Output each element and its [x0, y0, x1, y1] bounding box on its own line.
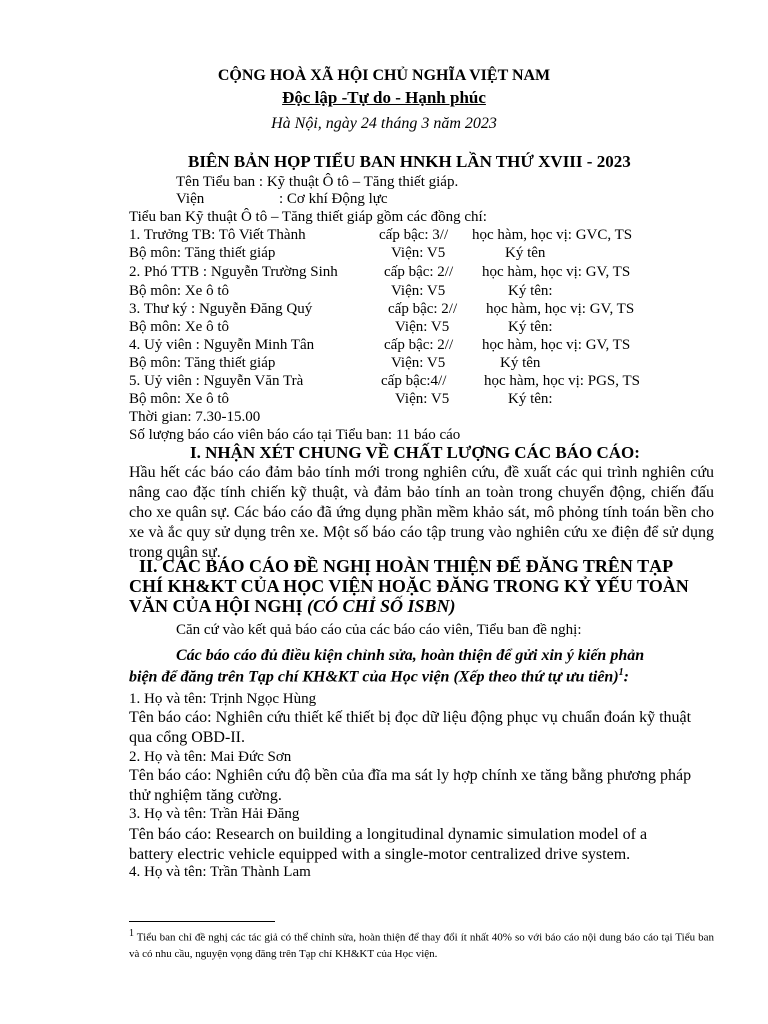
member-degree: học hàm, học vị: GV, TS	[482, 337, 631, 353]
report-title: Tên báo cáo: Research on building a longitudinal dynamic simulation model of a	[129, 826, 648, 843]
member-sign: Ký tên	[505, 245, 546, 261]
member-institute: Viện: V5	[391, 245, 446, 261]
members-intro: Tiểu ban Kỹ thuật Ô tô – Tăng thiết giáp gồm các đồng chí:	[129, 209, 487, 225]
report-author: 3. Họ và tên: Trần Hải Đăng	[129, 806, 300, 822]
member-sign: Ký tên	[500, 355, 541, 371]
member-rank: cấp bậc: 2//	[384, 337, 454, 353]
eligibility-text: biện để đăng trên Tạp chí KH&KT của Học viện (Xếp theo thứ tự ưu tiên)	[129, 668, 619, 686]
eligibility-line1: Các báo cáo đủ điều kiện chỉnh sửa, hoàn thiện để gửi xin ý kiến phản	[176, 647, 645, 664]
footnote	[129, 926, 714, 962]
section-2-heading-line1: II. CÁC BÁO CÁO ĐỀ NGHỊ HOÀN THIỆN ĐỂ ĐĂNG TRÊN TẠP	[139, 556, 674, 576]
member-institute: Viện: V5	[395, 391, 450, 407]
report-title: Tên báo cáo: Nghiên cứu độ bền của đĩa ma sát ly hợp chính xe tăng bằng phương pháp	[129, 767, 692, 784]
member-institute: Viện: V5	[391, 283, 446, 299]
document-title: BIÊN BẢN HỌP TIỂU BAN HNKH LẦN THỨ XVIII - 2023	[188, 152, 631, 171]
member-role: 5. Uỷ viên : Nguyễn Văn Trà	[129, 373, 304, 389]
member-role: 2. Phó TTB : Nguyễn Trường Sinh	[129, 264, 338, 280]
eligibility-line2	[129, 667, 629, 686]
report-author: 1. Họ và tên: Trịnh Ngọc Hùng	[129, 691, 317, 707]
footnote-ref: 1	[618, 667, 624, 678]
member-rank: cấp bậc: 2//	[384, 264, 454, 280]
member-role: 4. Uỷ viên : Nguyễn Minh Tân	[129, 337, 315, 353]
section-2-heading-line3	[129, 596, 456, 617]
member-dept: Bộ môn: Tăng thiết giáp	[129, 245, 276, 261]
report-count-line: Số lượng báo cáo viên báo cáo tại Tiểu ban: 11 báo cáo	[129, 427, 461, 443]
section-1-heading: I. NHẬN XÉT CHUNG VỀ CHẤT LƯỢNG CÁC BÁO CÁO:	[190, 443, 640, 462]
institute-label: Viện	[176, 191, 205, 207]
member-degree: học hàm, học vị: GV, TS	[482, 264, 631, 280]
report-title-cont: thử nghiệm tăng cường.	[129, 787, 282, 804]
report-title: Tên báo cáo: Nghiên cứu thiết kế thiết bị đọc dữ liệu động phục vụ chuẩn đoán kỹ thuật	[129, 709, 692, 726]
section-2-heading-text: VĂN CỦA HỘI NGHỊ	[129, 596, 308, 616]
member-sign: Ký tên:	[508, 391, 553, 407]
institute-value: : Cơ khí Động lực	[279, 191, 388, 207]
member-sign: Ký tên:	[508, 283, 553, 299]
member-rank: cấp bậc: 3//	[379, 227, 449, 243]
footnote-separator	[129, 921, 275, 922]
section-1-body: Hầu hết các báo cáo đảm bảo tính mới trong nghiên cứu, đề xuất các qui trình nghiên cứu nâng cao đặc tính chiến kỹ thuật, và đảm bảo tính an toàn trong chuyển động, chiến đấu cho xe quân sự. Các báo cáo đã ứng dụng phần mềm khảo sát, mô phỏng tính toán bền cho xe và ắc quy sử dụng trên xe. Một số báo cáo tập trung vào nghiên cứu xe điện để sử dụng trong quân sự.	[129, 464, 714, 561]
subcommittee-name-row	[176, 174, 458, 191]
member-degree: học hàm, học vị: GVC, TS	[472, 227, 633, 243]
member-role: 1. Trưởng TB: Tô Viết Thành	[129, 227, 306, 243]
institute-row	[176, 191, 204, 208]
report-author: 4. Họ và tên: Trần Thành Lam	[129, 864, 311, 880]
member-role: 3. Thư ký : Nguyễn Đăng Quý	[129, 301, 313, 317]
member-dept: Bộ môn: Xe ô tô	[129, 283, 229, 299]
member-degree: học hàm, học vị: PGS, TS	[484, 373, 640, 389]
nation-header: CỘNG HOÀ XÃ HỘI CHỦ NGHĨA VIỆT NAM	[217, 67, 551, 84]
motto-header	[0, 88, 768, 108]
report-title-cont: qua cổng OBD-II.	[129, 729, 245, 746]
member-degree: học hàm, học vị: GV, TS	[486, 301, 635, 317]
basis-line: Căn cứ vào kết quả báo cáo của các báo cáo viên, Tiểu ban đề nghị:	[176, 622, 582, 638]
member-sign: Ký tên:	[508, 319, 553, 335]
member-institute: Viện: V5	[391, 355, 446, 371]
subcommittee-name-value: : Kỹ thuật Ô tô – Tăng thiết giáp.	[258, 174, 459, 190]
member-dept: Bộ môn: Xe ô tô	[129, 319, 229, 335]
member-dept: Bộ môn: Xe ô tô	[129, 391, 229, 407]
report-title-cont: battery electric vehicle equipped with a single-motor centralized drive system.	[129, 846, 631, 863]
date-line: Hà Nội, ngày 24 tháng 3 năm 2023	[271, 115, 497, 132]
member-rank: cấp bậc: 2//	[388, 301, 458, 317]
eligibility-colon: :	[623, 668, 629, 686]
time-line: Thời gian: 7.30-15.00	[129, 409, 261, 425]
section-2-heading-isbn: (CÓ CHỈ SỐ ISBN)	[307, 596, 456, 616]
member-dept: Bộ môn: Tăng thiết giáp	[129, 355, 276, 371]
subcommittee-name-label: Tên Tiểu ban	[176, 174, 256, 190]
member-rank: cấp bậc:4//	[381, 373, 447, 389]
report-author: 2. Họ và tên: Mai Đức Sơn	[129, 749, 292, 765]
footnote-mark: 1	[129, 928, 134, 939]
section-2-heading-line2: CHÍ KH&KT CỦA HỌC VIỆN HOẶC ĐĂNG TRONG KỶ YẾU TOÀN	[129, 576, 689, 596]
member-institute: Viện: V5	[395, 319, 450, 335]
footnote-text: Tiểu ban chỉ đề nghị các tác giả có thể chỉnh sửa, hoàn thiện để thay đổi ít nhất 40% so với báo cáo nội dung báo cáo tại Tiểu ban và có nhu cầu, nguyện vọng đăng trên Tạp chí KH&KT của Học viện.	[129, 931, 714, 960]
motto-text: Độc lập -Tự do - Hạnh phúc	[282, 88, 486, 107]
